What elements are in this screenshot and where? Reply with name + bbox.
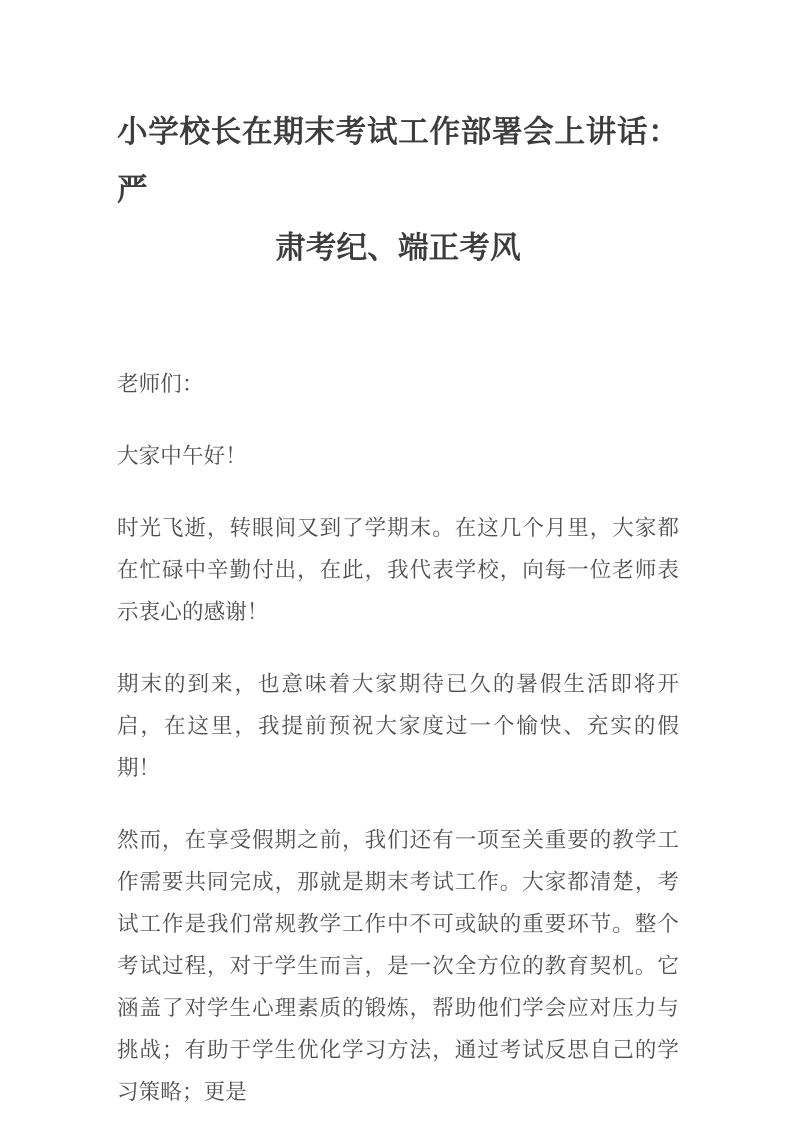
paragraph-exam-significance: 然而，在享受假期之前，我们还有一项至关重要的教学工作需要共同完成，那就是期末考试工作。大家都清楚，考试工作是我们常规教学工作中不可或缺的重要环节。整个考试过程，对于学生而言，是一次全方位的教育契机。它涵盖了对学生心理素质的锻炼，帮助他们学会应对压力与挑战；有助于学生优化学习方法，通过考试反思自己的学习策略；更是 (117, 828, 679, 1105)
body-paragraphs (117, 364, 679, 1114)
page-title-line-2: 肃考纪、端正考风 (275, 231, 521, 266)
paragraph-thanks: 时光飞逝，转眼间又到了学期末。在这几个月里，大家都在忙碌中辛勤付出，在此，我代表学校，向每一位老师表示衷心的感谢！ (117, 516, 679, 625)
page-title-line-1: 小学校长在期末考试工作部署会上讲话：严 (117, 115, 679, 208)
paragraph-salutation: 老师们： (117, 372, 204, 397)
paragraph-greeting: 大家中午好！ (117, 444, 247, 469)
document-content (117, 104, 679, 1114)
paragraph-holiday-wish: 期末的到来，也意味着大家期待已久的暑假生活即将开启，在这里，我提前预祝大家度过一个愉快、充实的假期！ (117, 672, 679, 781)
page-title (117, 104, 679, 278)
